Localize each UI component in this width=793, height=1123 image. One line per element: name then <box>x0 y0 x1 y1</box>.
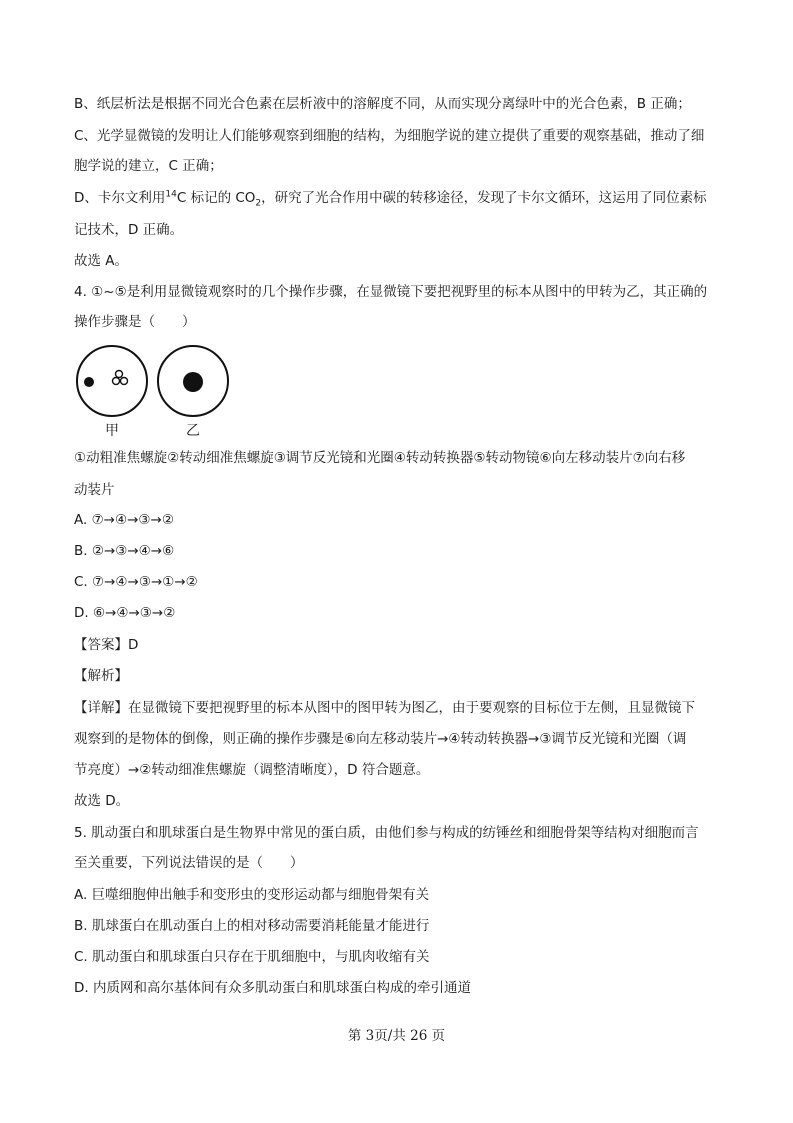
question-5-option-b: B. 肌球蛋白在肌动蛋白上的相对移动需要消耗能量才能进行 <box>74 918 430 934</box>
question-4-steps-line2: 动装片 <box>74 482 115 498</box>
question-5-stem-line2: 至关重要，下列说法错误的是（ ） <box>74 855 304 871</box>
answer-c-option-line2: 胞学说的建立，C 正确； <box>74 158 223 174</box>
choice-line-q3: 故选 A。 <box>74 253 129 269</box>
question-4-choice: 故选 D。 <box>74 793 130 809</box>
question-4-option-d: D. ⑥→④→③→② <box>74 605 176 621</box>
question-4-stem-line2: 操作步骤是（ ） <box>74 314 196 330</box>
field-yi-dot <box>183 372 203 392</box>
d-option-post: ，研究了光合作用中碳的转移途径，发现了卡尔文循环，这运用了同位素标 <box>261 190 707 206</box>
field-jia-dot <box>84 377 94 387</box>
answer-d-option-line1 <box>74 188 707 208</box>
microscope-field-figure <box>74 345 234 440</box>
question-4-detail-line1: 【详解】在显微镜下要把视野里的标本从图中的图甲转为图乙，由于要观察的目标位于左侧，且显微镜下 <box>74 700 695 716</box>
answer-c-option-line1: C、光学显微镜的发明让人们能够观察到细胞的结构，为细胞学说的建立提供了重要的观察基础，推动了细 <box>74 128 705 144</box>
answer-d-option-line2: 记技术，D 正确。 <box>74 222 184 238</box>
question-4-steps-line1: ①动粗准焦螺旋②转动细准焦螺旋③调节反光镜和光圈④转动转换器⑤转动物镜⑥向左移动装片⑦向右移 <box>74 450 686 466</box>
field-jia-cell-2 <box>113 378 120 385</box>
question-5-stem-line1: 5. 肌动蛋白和肌球蛋白是生物界中常见的蛋白质，由他们参与构成的纺锤丝和细胞骨架等结构对细胞而言 <box>74 825 699 841</box>
question-4-analysis-label: 【解析】 <box>74 668 128 684</box>
question-5-option-d: D. 内质网和高尔基体间有众多肌动蛋白和肌球蛋白构成的牵引通道 <box>74 980 471 996</box>
question-4-detail-line3: 节亮度）→②转动细准焦螺旋（调整清晰度），D 符合题意。 <box>74 762 430 778</box>
question-4-detail-line2: 观察到的是物体的倒像，则正确的操作步骤是⑥向左移动装片→④转动转换器→③调节反光镜和光圈（调 <box>74 731 687 747</box>
question-4-stem-line1: 4. ①~⑤是利用显微镜观察时的几个操作步骤，在显微镜下要把视野里的标本从图中的甲转为乙，其正确的 <box>74 284 708 300</box>
page-footer: 第 3页/共 26 页 <box>347 1028 446 1044</box>
d-option-pre: D、卡尔文利用 <box>74 190 166 206</box>
question-5-option-a: A. 巨噬细胞伸出触手和变形虫的变形运动都与细胞骨架有关 <box>74 887 430 903</box>
d-option-mid: C 标记的 CO <box>176 190 256 206</box>
label-yi: 乙 <box>186 423 200 439</box>
question-4-option-a: A. ⑦→④→③→② <box>74 512 174 528</box>
question-4-answer: 【答案】D <box>74 637 139 653</box>
microscope-fields-svg <box>74 345 234 417</box>
question-4-option-c: C. ⑦→④→③→①→② <box>74 574 198 590</box>
field-jia-cell-3 <box>121 378 128 385</box>
question-5-option-c: C. 肌动蛋白和肌球蛋白只存在于肌细胞中，与肌肉收缩有关 <box>74 949 430 965</box>
field-jia-cell-1 <box>116 371 123 378</box>
answer-b-option: B、纸层析法是根据不同光合色素在层析液中的溶解度不同，从而实现分离绿叶中的光合色素，B 正确； <box>74 96 691 112</box>
co2-subscript: 2 <box>255 198 262 209</box>
label-jia: 甲 <box>105 423 119 439</box>
isotope-superscript: 14 <box>165 189 177 200</box>
question-4-option-b: B. ②→③→④→⑥ <box>74 543 175 559</box>
